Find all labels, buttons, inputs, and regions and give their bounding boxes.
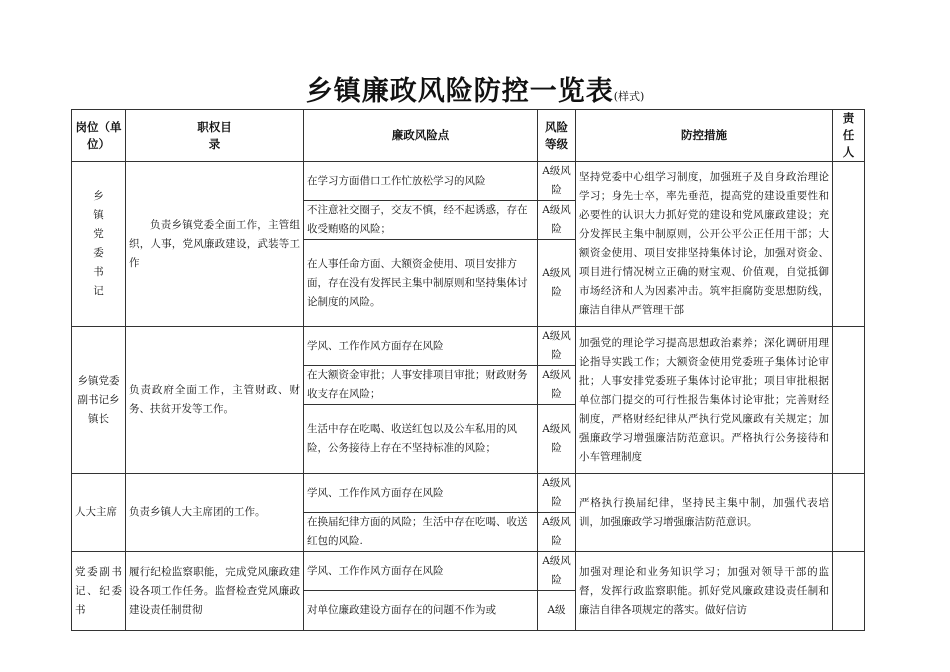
risk-control-table [71,109,865,631]
risk-level-cell: A级 [538,591,576,631]
table-row [72,162,865,201]
risk-cell: 生活中存在吃喝、收送红包以及公车私用的风险，公务接待上存在不坚持标准的风险； [304,405,538,474]
risk-level-cell: A级风险 [538,162,576,201]
risk-cell: 在学习方面借口工作忙放松学习的风险 [304,162,538,201]
measures-cell: 坚持党委中心组学习制度，加强班子及自身政治理论学习；身先士卒，率先垂范，提高党的建设重要性和必要性的认识大力抓好党的建设和党风廉政建设；充分发挥民主集中制原则，公开公平公正任用干部；大额资金使用、项目安排坚持集体讨论，加强对资金、项目进行情况树立正确的财宝观、价值观，自觉抵御市场经济和人为因素冲击。筑牢拒腐防变思想防线，廉洁自律从严管理干部 [576,162,833,327]
header-responsible: 责任人 [833,110,865,162]
responsible-cell [833,327,865,474]
measures-cell: 加强对理论和业务知识学习；加强对领导干部的监督，发挥行政监察职能。抓好党风廉政建设责任制和廉洁自律各项规定的落实。做好信访 [576,552,833,631]
title-main: 乡镇廉政风险防控一览表 [305,76,614,107]
risk-level-cell: A级风险 [538,405,576,474]
risk-cell: 在大额资金审批；人事安排项目审批；财政财务收支存在风险； [304,366,538,405]
header-level: 风险等级 [538,110,576,162]
header-position: 岗位（单位） [72,110,126,162]
position-cell: 人大主席 [72,474,126,552]
risk-cell: 学风、工作作风方面存在风险 [304,474,538,513]
risk-level-cell: A级风险 [538,366,576,405]
risk-cell: 在换届纪律方面的风险；生活中存在吃喝、收送红包的风险. [304,513,538,552]
measures-cell: 加强党的理论学习提高思想政治素养；深化调研用理论指导实践工作；大额资金使用党委班子集体讨论审批；人事安排党委班子集体讨论审批；项目审批根据单位部门提交的可行性报告集体讨论审批；完善财经制度，严格财经纪律从严执行党风廉政有关规定；加强廉政学习增强廉洁防范意识。严格执行公务接待和小车管理制度 [576,327,833,474]
table-row [72,552,865,591]
duties-cell: 负责政府全面工作，主管财政、财务、扶贫开发等工作。 [126,327,304,474]
header-duties: 职权目录 [126,110,304,162]
position-cell: 乡镇党委书记 [72,162,126,327]
position-cell: 乡镇党委副书记乡镇长 [72,327,126,474]
table-row [72,474,865,513]
header-row [72,110,865,162]
risk-cell: 学风、工作作风方面存在风险 [304,552,538,591]
risk-level-cell: A级风险 [538,240,576,327]
risk-cell: 学风、工作作风方面存在风险 [304,327,538,366]
duties-cell [126,162,304,327]
duties-cell: 负责乡镇人大主席团的工作。 [126,474,304,552]
risk-cell: 在人事任命方面、大额资金使用、项目安排方面，存在没有发挥民主集中制原则和坚持集体讨论制度的风险。 [304,240,538,327]
duties-cell: 履行纪检监察职能，完成党风廉政建设各项工作任务。监督检查党风廉政建设责任制贯彻 [126,552,304,631]
position-cell: 党委副书记、纪委书 [72,552,126,631]
risk-cell: 对单位廉政建设方面存在的问题不作为或 [304,591,538,631]
responsible-cell [833,552,865,631]
table-row [72,327,865,366]
risk-level-cell: A级风险 [538,201,576,240]
responsible-cell [833,474,865,552]
risk-level-cell: A级风险 [538,513,576,552]
risk-level-cell: A级风险 [538,552,576,591]
duties-text: 负责乡镇党委全面工作，主管组织，人事，党风廉政建设，武装等工作 [129,218,300,269]
header-measures: 防控措施 [576,110,833,162]
risk-level-cell: A级风险 [538,327,576,366]
title-note: (样式) [613,90,645,103]
responsible-cell [833,162,865,327]
measures-cell: 严格执行换届纪律，坚持民主集中制，加强代表培训，加强廉政学习增强廉洁防范意识。 [576,474,833,552]
risk-level-cell: A级风险 [538,474,576,513]
risk-cell: 不注意社交圈子，交友不慎，经不起诱惑，存在收受贿赂的风险； [304,201,538,240]
header-risk: 廉政风险点 [304,110,538,162]
